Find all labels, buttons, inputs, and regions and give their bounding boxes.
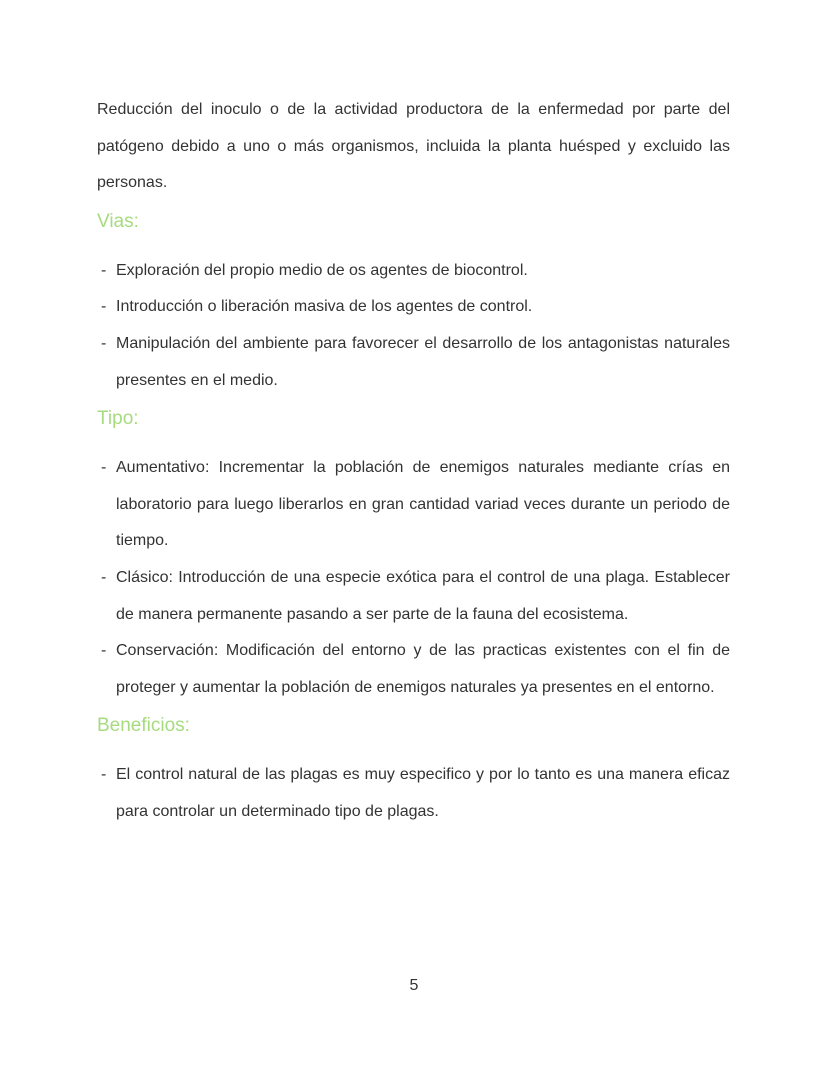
list-item-text: Conservación: Modificación del entorno y de las practicas existentes con el fin de proteger y aumentar la población de enemigos naturales ya presentes en el entorno. <box>116 642 730 696</box>
bullet-dash: - <box>101 568 107 586</box>
vias-list <box>97 253 730 399</box>
bullet-dash: - <box>101 298 107 316</box>
list-item-text: Manipulación del ambiente para favorecer el desarrollo de los antagonistas naturales presentes en el medio. <box>116 334 730 389</box>
page-content <box>97 92 730 831</box>
list-item-text: Introducción o liberación masiva de los agentes de control. <box>116 298 533 316</box>
beneficios-list <box>97 757 730 830</box>
section-heading-tipo: Tipo: <box>97 408 139 430</box>
section-heading-vias: Vias: <box>97 210 139 232</box>
list-item <box>97 289 730 326</box>
bullet-dash: - <box>101 261 107 279</box>
list-item <box>97 757 730 830</box>
page-number: 5 <box>409 977 419 994</box>
section-heading-beneficios: Beneficios: <box>97 715 190 737</box>
list-item-text: Exploración del propio medio de os agentes de biocontrol. <box>116 261 528 279</box>
list-item-text: El control natural de las plagas es muy especifico y por lo tanto es una manera eficaz para controlar un determinado tipo de plagas. <box>116 766 730 820</box>
list-item <box>97 633 730 706</box>
list-item <box>97 560 730 633</box>
list-item <box>97 253 730 290</box>
intro-paragraph: Reducción del inoculo o de la actividad productora de la enfermedad por parte del patógeno debido a uno o más organismos, incluida la planta huésped y excluido las personas. <box>97 101 730 192</box>
tipo-list <box>97 450 730 706</box>
list-item-text: Aumentativo: Incrementar la población de enemigos naturales mediante crías en laboratorio para luego liberarlos en gran cantidad variad veces durante un periodo de tiempo. <box>116 459 730 550</box>
bullet-dash: - <box>101 766 107 784</box>
bullet-dash: - <box>101 642 107 660</box>
list-item <box>97 326 730 399</box>
bullet-dash: - <box>101 334 107 352</box>
list-item <box>97 450 730 560</box>
bullet-dash: - <box>101 459 107 477</box>
list-item-text: Clásico: Introducción de una especie exótica para el control de una plaga. Establecer de manera permanente pasando a ser parte de la fauna del ecosistema. <box>116 568 730 623</box>
